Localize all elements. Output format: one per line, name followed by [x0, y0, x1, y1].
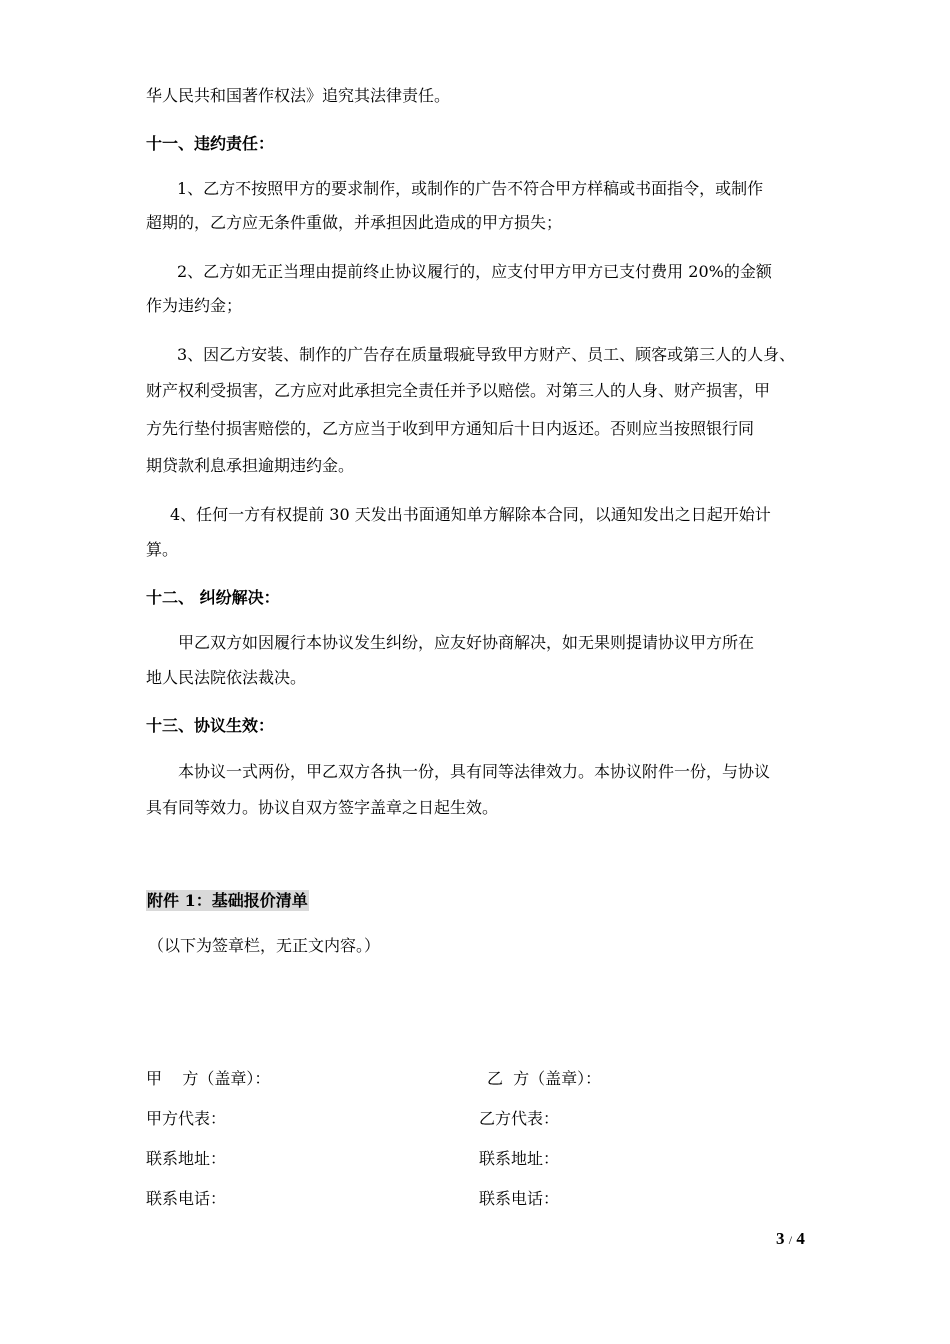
section-11-item-1-line-1: 1、乙方不按照甲方的要求制作，或制作的广告不符合甲方样稿或书面指令，或制作 [177, 179, 764, 198]
current-page: 3 [776, 1229, 785, 1248]
section-11-item-4-line-2: 算。 [146, 540, 179, 559]
section-11-item-4-line-1: 4、任何一方有权提前 30 天发出书面通知单方解除本合同，以通知发出之日起开始计 [170, 505, 771, 524]
attachment-title-highlight: 附件 1：基础报价清单 [147, 891, 308, 910]
party-b-phone-label: 联系电话： [479, 1189, 560, 1208]
section-13-title: 十三、协议生效： [146, 716, 275, 735]
attachment-title [146, 891, 309, 911]
section-11-item-3-line-4: 期贷款利息承担逾期违约金。 [146, 456, 355, 475]
signature-note: （以下为签章栏，无正文内容。） [148, 936, 381, 955]
page-separator: / [788, 1233, 793, 1247]
section-11-title: 十一、违约责任： [146, 134, 275, 153]
section-11-item-2-line-1: 2、乙方如无正当理由提前终止协议履行的，应支付甲方甲方已支付费用 20%的金额 [177, 262, 772, 281]
party-a-phone-label: 联系电话： [146, 1189, 227, 1208]
page-number [776, 1229, 805, 1249]
party-b-seal-label: 乙 方（盖章）： [487, 1069, 602, 1088]
section-11-item-1-line-2: 超期的，乙方应无条件重做，并承担因此造成的甲方损失； [146, 213, 563, 232]
section-13-line-1: 本协议一式两份，甲乙双方各执一份，具有同等法律效力。本协议附件一份，与协议 [178, 762, 771, 781]
section-11-item-3-line-2: 财产权利受损害，乙方应对此承担完全责任并予以赔偿。对第三人的人身、财产损害，甲 [146, 381, 771, 400]
party-a-rep-label: 甲方代表： [146, 1109, 227, 1128]
party-b-rep-label: 乙方代表： [479, 1109, 560, 1128]
section-12-line-1: 甲乙双方如因履行本协议发生纠纷，应友好协商解决，如无果则提请协议甲方所在 [178, 633, 755, 652]
intro-tail-text: 华人民共和国著作权法》追究其法律责任。 [146, 86, 451, 105]
party-a-seal-label: 甲 方（盖章）： [146, 1069, 271, 1088]
party-a-address-label: 联系地址： [146, 1149, 227, 1168]
section-11-item-2-line-2: 作为违约金； [146, 296, 243, 315]
party-b-address-label: 联系地址： [479, 1149, 560, 1168]
total-pages: 4 [796, 1229, 805, 1248]
section-12-line-2: 地人民法院依法裁决。 [146, 668, 307, 687]
section-11-item-3-line-1: 3、因乙方安装、制作的广告存在质量瑕疵导致甲方财产、员工、顾客或第三人的人身、 [177, 345, 796, 364]
section-11-item-3-line-3: 方先行垫付损害赔偿的，乙方应当于收到甲方通知后十日内返还。否则应当按照银行同 [146, 419, 755, 438]
section-12-title: 十二、 纠纷解决： [146, 588, 280, 607]
section-13-line-2: 具有同等效力。协议自双方签字盖章之日起生效。 [146, 798, 499, 817]
